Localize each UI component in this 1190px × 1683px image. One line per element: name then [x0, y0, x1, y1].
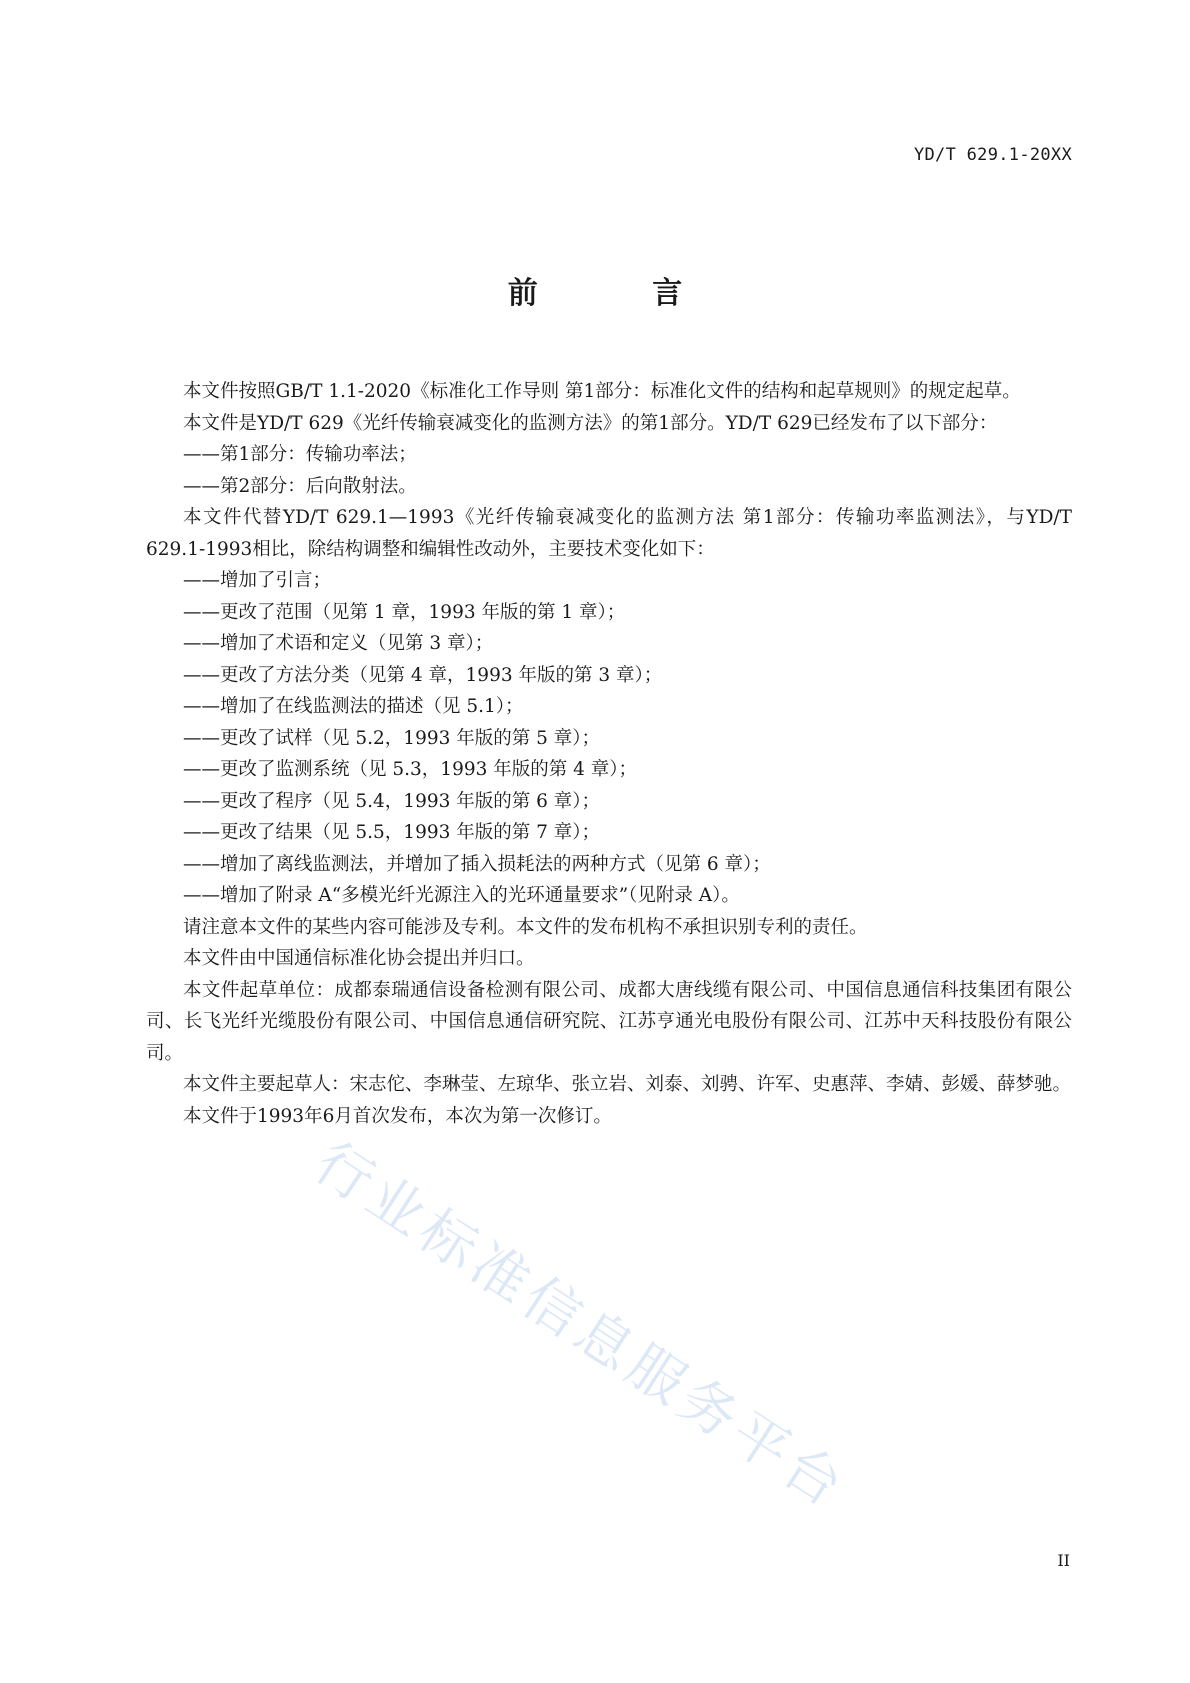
list-item: ——第2部分：后向散射法。 [183, 475, 417, 497]
paragraph: 本文件主要起草人：宋志佗、李琳莹、左琼华、张立岩、刘泰、刘骋、许军、史惠萍、李婧、彭媛、薛梦驰。 [183, 1074, 1072, 1095]
paragraph: 本文件由中国通信标准化协会提出并归口。 [183, 948, 535, 969]
paragraph: 请注意本文件的某些内容可能涉及专利。本文件的发布机构不承担识别专利的责任。 [183, 916, 868, 938]
standard-code: YD/T 629.1-20XX [913, 145, 1072, 165]
foreword-body [146, 376, 1072, 1132]
page-title: 前 言 [507, 276, 735, 311]
list-item: ——增加了引言； [183, 570, 332, 591]
page-number: II [1057, 1551, 1070, 1570]
list-item: ——更改了结果（见 5.5，1993 年版的第 7 章）； [183, 822, 601, 843]
paragraph: 本文件是YD/T 629《光纤传输衰减变化的监测方法》的第1部分。YD/T 629已经发布了以下部分： [183, 412, 998, 434]
list-item: ——更改了方法分类（见第 4 章，1993 年版的第 3 章）； [183, 664, 663, 686]
list-item: ——第1部分：传输功率法； [183, 444, 417, 465]
list-item: ——增加了术语和定义（见第 3 章）； [183, 633, 494, 654]
list-item: ——增加了在线监测法的描述（见 5.1）； [183, 696, 524, 717]
list-item: ——增加了离线监测法，并增加了插入损耗法的两种方式（见第 6 章）； [183, 853, 771, 875]
list-item: ——更改了范围（见第 1 章，1993 年版的第 1 章）； [183, 601, 626, 623]
paragraph: 本文件按照GB/T 1.1-2020《标准化工作导则 第1部分：标准化文件的结构和起草规则》的规定起草。 [183, 381, 1021, 402]
paragraph: 本文件于1993年6月首次发布，本次为第一次修订。 [183, 1105, 612, 1127]
list-item: ——更改了试样（见 5.2，1993 年版的第 5 章）； [183, 727, 601, 749]
list-item: ——更改了监测系统（见 5.3，1993 年版的第 4 章）； [183, 759, 638, 780]
list-item: ——增加了附录 A“多模光纤光源注入的光环通量要求”（见附录 A）。 [183, 885, 740, 906]
paragraph: 本文件起草单位：成都泰瑞通信设备检测有限公司、成都大唐线缆有限公司、中国信息通信科技集团有限公司、长飞光纤光缆股份有限公司、中国信息通信研究院、江苏亨通光电股份有限公司、江苏中天科技股份有限公司。 [146, 979, 1072, 1064]
list-item: ——更改了程序（见 5.4，1993 年版的第 6 章）； [183, 790, 601, 812]
watermark: 行业标准信息服务平台 [303, 1130, 859, 1523]
paragraph: 本文件代替YD/T 629.1—1993《光纤传输衰减变化的监测方法 第1部分：传输功率监测法》，与YD/T 629.1-1993相比，除结构调整和编辑性改动外，主要技术变化如下： [146, 507, 1072, 560]
